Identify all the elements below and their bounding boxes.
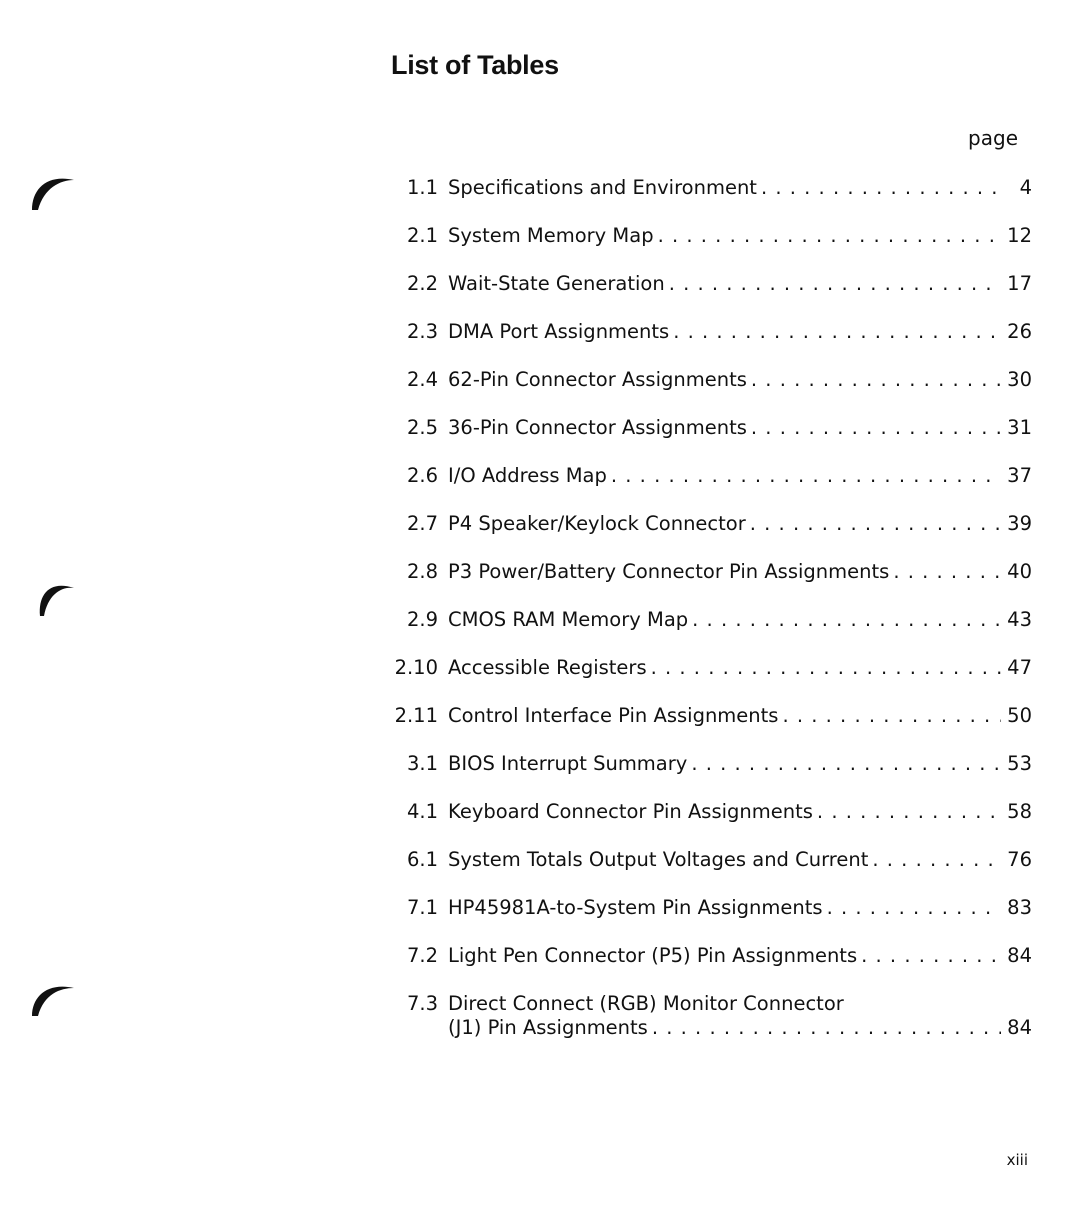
page-number: 47: [1007, 656, 1032, 679]
dot-leader: [669, 272, 1001, 296]
table-title: Accessible Registers: [448, 656, 647, 679]
list-item: [392, 224, 1032, 248]
list-item: [392, 848, 1032, 872]
dot-leader: [651, 656, 1002, 680]
list-item: [392, 368, 1032, 392]
table-number: 3.1: [406, 752, 438, 775]
page-column-label: page: [968, 126, 1018, 150]
page-number: 26: [1007, 320, 1032, 343]
list-item: [392, 464, 1032, 488]
list-item: [392, 512, 1032, 536]
list-item: [392, 656, 1032, 680]
table-title: P4 Speaker/Keylock Connector: [448, 512, 746, 535]
page-number: 30: [1007, 368, 1032, 391]
dot-leader: [827, 896, 1002, 920]
table-title: 36-Pin Connector Assignments: [448, 416, 747, 439]
table-number: 2.2: [406, 272, 438, 295]
dot-leader: [673, 320, 1001, 344]
list-item: [392, 560, 1032, 584]
list-item: [392, 752, 1032, 776]
table-title: I/O Address Map: [448, 464, 607, 487]
dot-leader: [652, 1016, 1001, 1040]
table-title: Control Interface Pin Assignments: [448, 704, 779, 727]
dot-leader: [761, 176, 1004, 200]
table-number: 2.8: [406, 560, 438, 583]
table-title-continuation: (J1) Pin Assignments: [448, 1016, 648, 1039]
table-title: BIOS Interrupt Summary: [448, 752, 688, 775]
table-number: 2.5: [406, 416, 438, 439]
table-number: 2.6: [406, 464, 438, 487]
list-item: [392, 704, 1032, 728]
table-title: System Memory Map: [448, 224, 654, 247]
dot-leader: [782, 704, 1001, 728]
list-item: [392, 416, 1032, 440]
table-title: Light Pen Connector (P5) Pin Assignments: [448, 944, 858, 967]
table-title: P3 Power/Battery Connector Pin Assignments: [448, 560, 890, 583]
table-number: 7.1: [406, 896, 438, 919]
table-number: 4.1: [406, 800, 438, 823]
table-title: Keyboard Connector Pin Assignments: [448, 800, 813, 823]
page-number: 50: [1007, 704, 1032, 727]
list-item: [392, 992, 1032, 1040]
page-number: 37: [1007, 464, 1032, 487]
page-number: 17: [1007, 272, 1032, 295]
page-number: 31: [1007, 416, 1032, 439]
page-number: 12: [1007, 224, 1032, 247]
page-number: 43: [1007, 608, 1032, 631]
list-item: [392, 800, 1032, 824]
table-number: 2.10: [394, 656, 438, 679]
page-number: 58: [1007, 800, 1032, 823]
list-item: [392, 320, 1032, 344]
table-number: 2.7: [406, 512, 438, 535]
table-title: Direct Connect (RGB) Monitor Connector: [448, 992, 844, 1015]
page-title: List of Tables: [391, 50, 559, 80]
dot-leader: [750, 512, 1001, 536]
dot-leader: [893, 560, 1001, 584]
table-number: 2.9: [406, 608, 438, 631]
table-number: 2.3: [406, 320, 438, 343]
list-item: [392, 896, 1032, 920]
list-item: [392, 176, 1032, 200]
dot-leader: [751, 368, 1001, 392]
table-title: CMOS RAM Memory Map: [448, 608, 689, 631]
page-number: 40: [1007, 560, 1032, 583]
table-number: 1.1: [406, 176, 438, 199]
page-number: 39: [1007, 512, 1032, 535]
table-number: 7.2: [406, 944, 438, 967]
table-title: Specifications and Environment: [448, 176, 757, 199]
page-number: 83: [1007, 896, 1032, 919]
table-number: 6.1: [406, 848, 438, 871]
page-number: 53: [1007, 752, 1032, 775]
dot-leader: [691, 752, 1001, 776]
dot-leader: [751, 416, 1001, 440]
table-number: 2.11: [394, 704, 438, 727]
page-number: 84: [1007, 944, 1032, 967]
dot-leader: [872, 848, 1001, 872]
dot-leader: [611, 464, 1001, 488]
table-number: 2.4: [406, 368, 438, 391]
table-title: HP45981A-to-System Pin Assignments: [448, 896, 823, 919]
table-title: DMA Port Assignments: [448, 320, 670, 343]
table-number: 2.1: [406, 224, 438, 247]
page-folio: xiii: [1006, 1151, 1028, 1169]
table-title: 62-Pin Connector Assignments: [448, 368, 747, 391]
list-item: [392, 608, 1032, 632]
list-item: [392, 944, 1032, 968]
page-number: 4: [1019, 176, 1032, 199]
list-item: [392, 272, 1032, 296]
dot-leader: [658, 224, 1002, 248]
dot-leader: [861, 944, 1001, 968]
page-number: 84: [1007, 1016, 1032, 1039]
dot-leader: [692, 608, 1001, 632]
table-title: System Totals Output Voltages and Current: [448, 848, 869, 871]
page-number: 76: [1007, 848, 1032, 871]
table-title: Wait-State Generation: [448, 272, 665, 295]
table-number: 7.3: [406, 992, 438, 1015]
dot-leader: [817, 800, 1001, 824]
